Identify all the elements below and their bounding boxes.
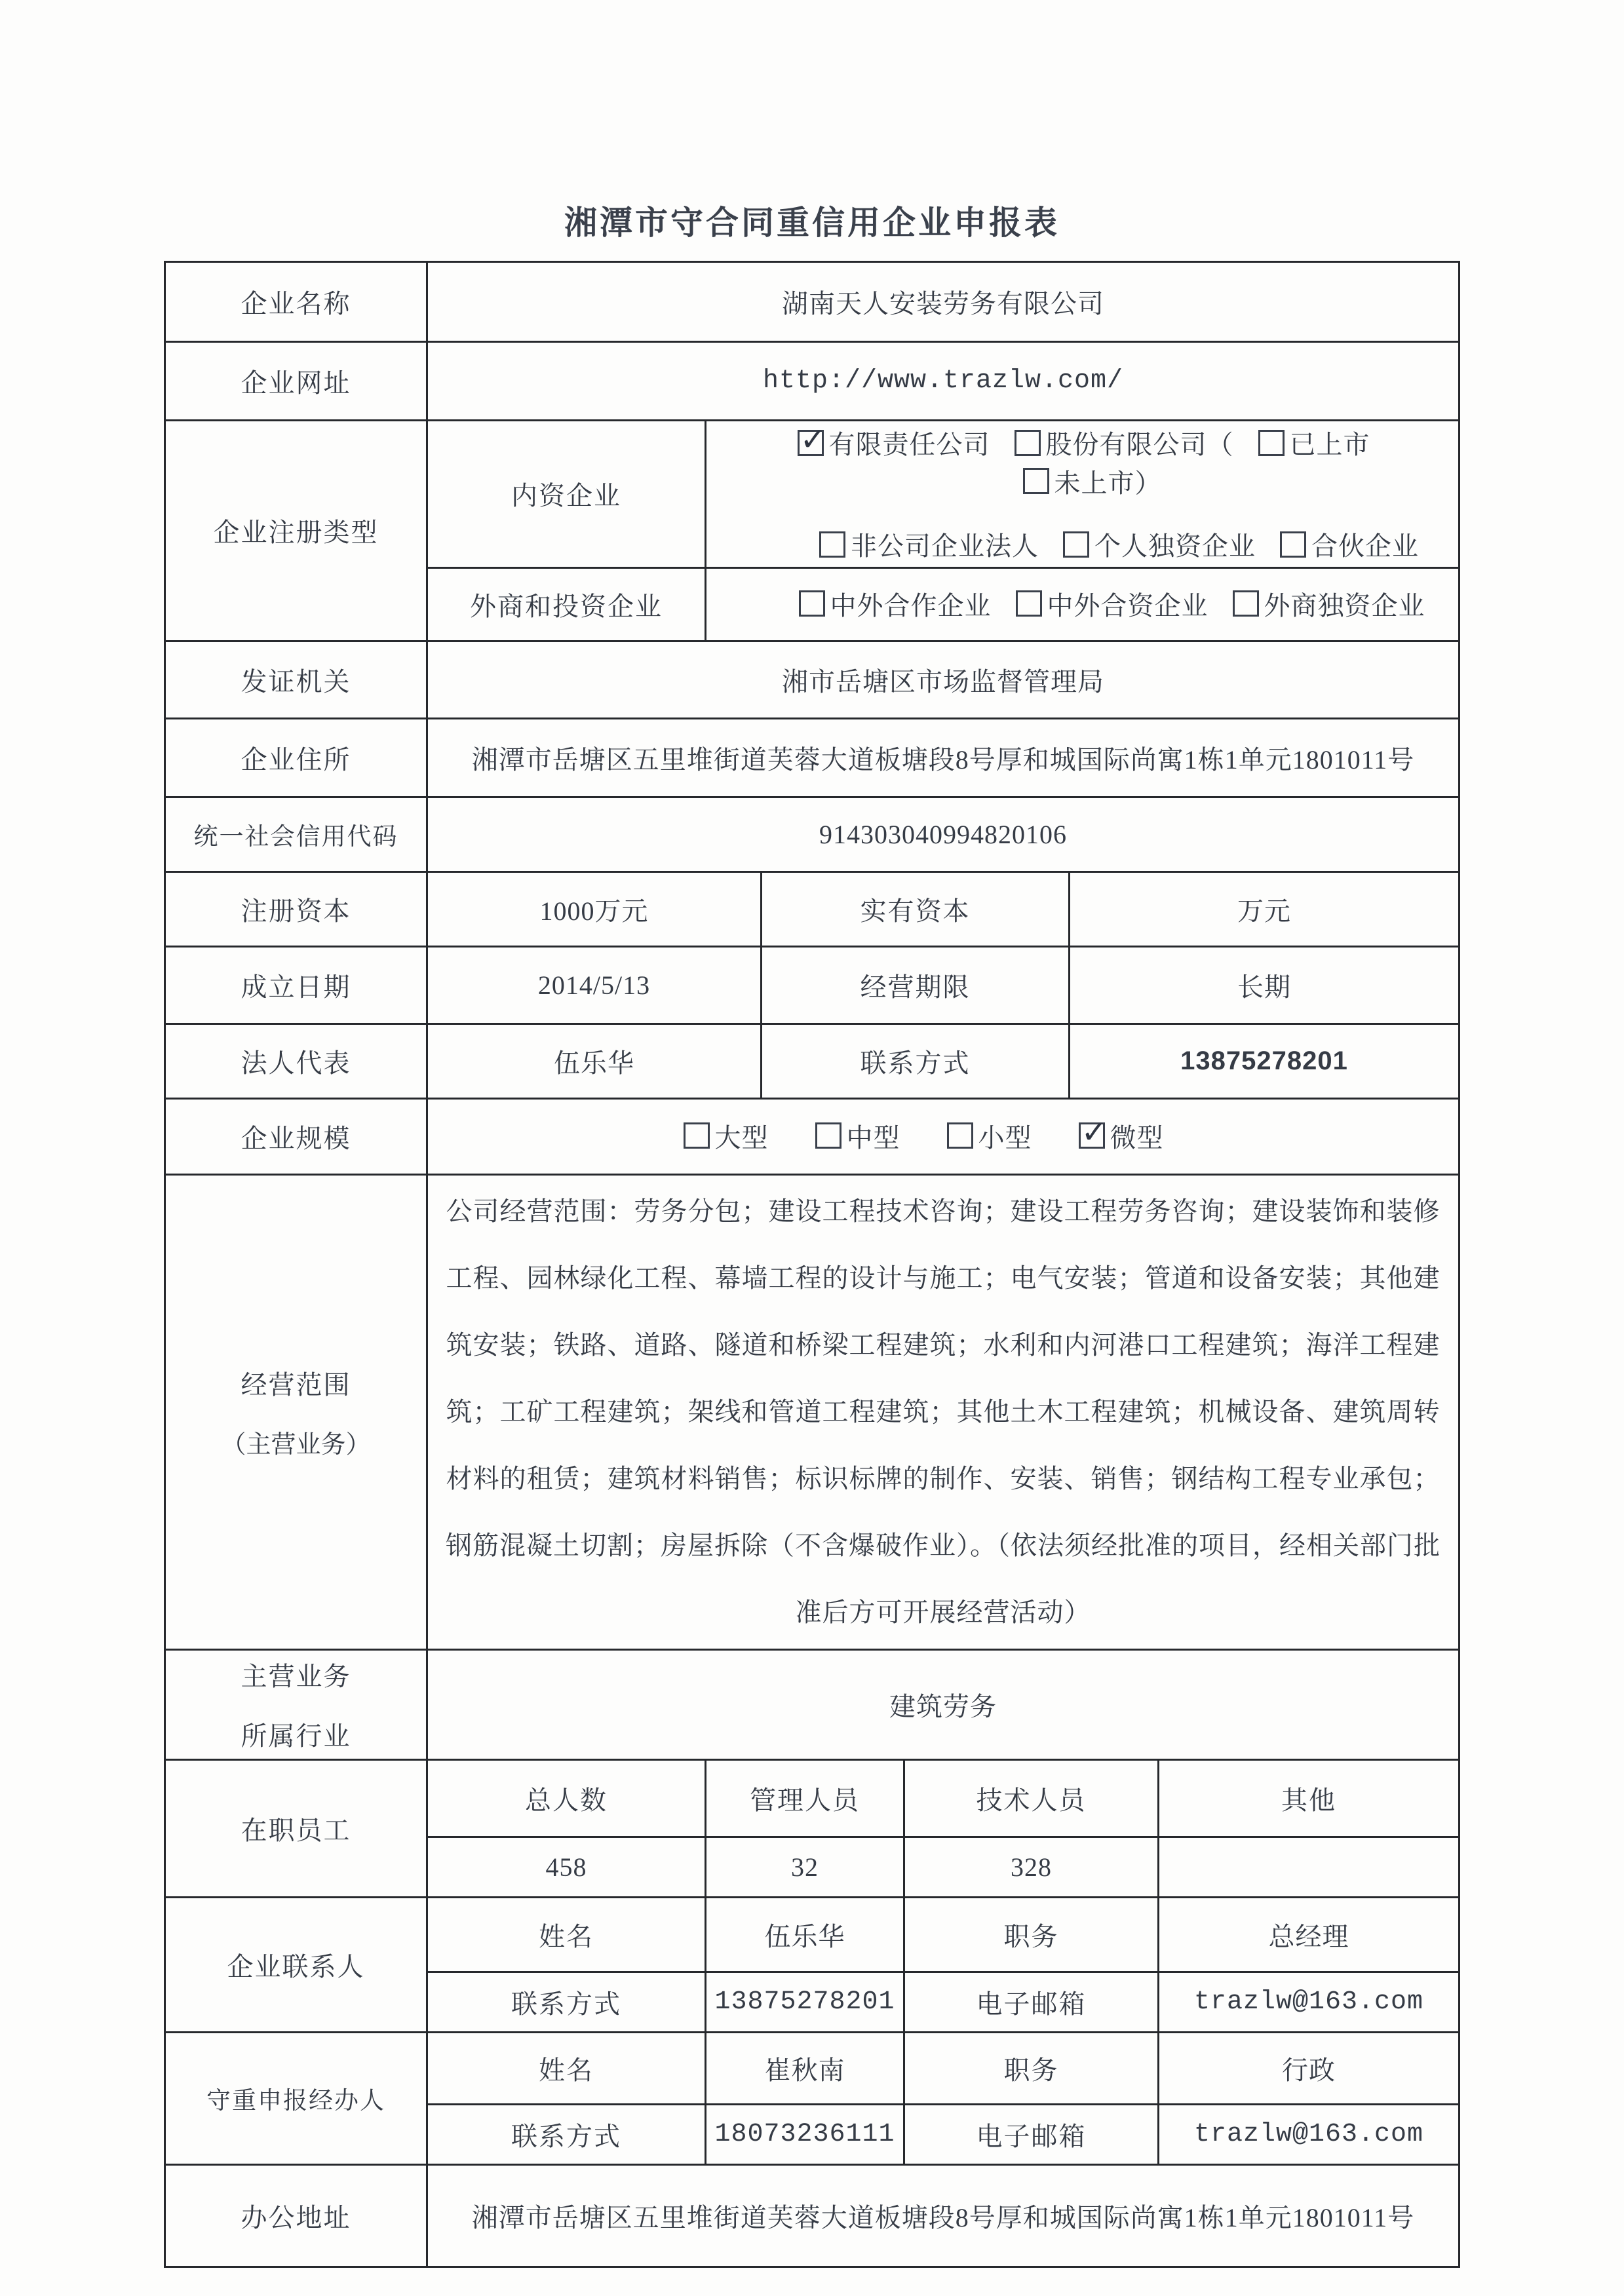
paid-capital-label: 实有资本 [761, 871, 1069, 946]
company-contact-post-value: 总经理 [1158, 1897, 1459, 1972]
applicant-name-value: 崔秋南 [705, 2032, 904, 2104]
credit-code-value: 914303040994820106 [427, 797, 1459, 871]
applicant-name-label: 姓名 [427, 2032, 705, 2104]
industry-label-line2: 所属行业 [241, 1721, 351, 1751]
employees-header-other: 其他 [1158, 1759, 1459, 1837]
empty-checkbox-icon [684, 1122, 710, 1149]
industry-value: 建筑劳务 [427, 1649, 1459, 1759]
row-applicant-name [164, 2032, 1459, 2104]
company-contact-name-label: 姓名 [427, 1897, 705, 1972]
domestic-enterprise-label: 内资企业 [427, 421, 705, 568]
foreign-enterprise-options [705, 567, 1459, 641]
applicant-post-value: 行政 [1158, 2032, 1459, 2104]
row-industry [164, 1649, 1459, 1759]
employees-label: 在职员工 [164, 1759, 427, 1897]
checkbox-label: 外商独资企业 [1264, 590, 1425, 621]
employees-header-total: 总人数 [427, 1759, 705, 1837]
checkbox-label: 中型 [846, 1122, 900, 1153]
checkbox-label: 中外合作企业 [830, 590, 992, 621]
empty-checkbox-icon [1258, 430, 1285, 456]
checkbox-unlisted [1023, 463, 1162, 500]
company-contact-email-value: trazlw@163.com [1158, 1972, 1459, 2032]
checkbox-sino-foreign-cooperative [799, 585, 992, 622]
business-scope-label-line1: 经营范围 [241, 1369, 351, 1400]
employees-total-value: 458 [427, 1837, 705, 1897]
row-company-contact-name [164, 1897, 1459, 1972]
empty-checkbox-icon [1063, 531, 1089, 558]
checkbox-partnership [1280, 526, 1419, 563]
row-website [164, 342, 1459, 421]
checkbox-limited-liability-company [798, 424, 990, 461]
checkbox-label: 微型 [1110, 1122, 1164, 1153]
empty-checkbox-icon [1016, 590, 1042, 617]
company-contact-name-value: 伍乐华 [705, 1897, 904, 1972]
checkbox-label: 有限责任公司 [828, 430, 990, 459]
company-address-value: 湘潭市岳塘区五里堆街道芙蓉大道板塘段8号厚和城国际尚寓1栋1单元1801011号 [427, 718, 1459, 797]
row-legal-representative [164, 1024, 1459, 1098]
founding-date-value: 2014/5/13 [427, 946, 761, 1024]
office-address-value: 湘潭市岳塘区五里堆街道芙蓉大道板塘段8号厚和城国际尚寓1栋1单元1801011号 [427, 2164, 1459, 2267]
founding-date-label: 成立日期 [164, 946, 427, 1024]
applicant-email-label: 电子邮箱 [904, 2104, 1158, 2164]
checkbox-label: 非公司企业法人 [851, 531, 1039, 561]
registration-type-label: 企业注册类型 [164, 421, 427, 641]
applicant-phone-label: 联系方式 [427, 2104, 705, 2164]
row-company-name [164, 262, 1459, 342]
company-contact-email-label: 电子邮箱 [904, 1972, 1158, 2032]
registered-capital-value: 1000万元 [427, 871, 761, 946]
credit-code-label: 统一社会信用代码 [164, 797, 427, 871]
website-value: http://www.trazlw.com/ [427, 342, 1459, 421]
company-contact-post-label: 职务 [904, 1897, 1158, 1972]
empty-checkbox-icon [1233, 590, 1259, 617]
checkbox-label: 中外合资企业 [1047, 590, 1208, 621]
legal-rep-contact-value: 13875278201 [1069, 1024, 1459, 1098]
applicant-label: 守重申报经办人 [164, 2032, 427, 2164]
employees-header-management: 管理人员 [705, 1759, 904, 1837]
empty-checkbox-icon [947, 1122, 973, 1149]
company-contact-phone-label: 联系方式 [427, 1972, 705, 2032]
company-name-value: 湖南天人安装劳务有限公司 [427, 262, 1459, 342]
employees-technical-value: 328 [904, 1837, 1158, 1897]
business-term-label: 经营期限 [761, 946, 1069, 1024]
employees-management-value: 32 [705, 1837, 904, 1897]
checkbox-label: 大型 [714, 1122, 769, 1153]
industry-label-line1: 主营业务 [241, 1662, 351, 1691]
row-company-scale [164, 1098, 1459, 1174]
foreign-options-line [713, 585, 1452, 624]
applicant-email-value: trazlw@163.com [1158, 2104, 1459, 2164]
row-registration-type-domestic [164, 421, 1459, 568]
row-office-address [164, 2164, 1459, 2267]
company-scale-options [427, 1098, 1459, 1174]
company-address-label: 企业住所 [164, 718, 427, 797]
paid-capital-value: 万元 [1069, 871, 1459, 946]
applicant-post-label: 职务 [904, 2032, 1158, 2104]
domestic-options-line1 [713, 424, 1452, 501]
business-scope-text: 公司经营范围：劳务分包；建设工程技术咨询；建设工程劳务咨询；建设装饰和装修工程、园林绿化工程、幕墙工程的设计与施工；电气安装；管道和设备安装；其他建筑安装；铁路、道路、隧道和桥梁工程建筑；水利和内河港口工程建筑；海洋工程建筑；工矿工程建筑；架线和管道工程建筑；其他土木工程建筑；机械设备、建筑周转材料的租赁；建筑材料销售；标识标牌的制作、安装、销售；钢结构工程专业承包；钢筋混凝土切割；房屋拆除（不含爆破作业）。（依法须经批准的项目，经相关部门批准后方可开展经营活动） [446, 1196, 1440, 1627]
employees-other-value [1158, 1837, 1459, 1897]
company-scale-label: 企业规模 [164, 1098, 427, 1174]
scale-options-line [435, 1117, 1452, 1156]
checkbox-sole-proprietorship [1063, 526, 1256, 563]
registered-capital-label: 注册资本 [164, 871, 427, 946]
checkbox-label: 合伙企业 [1311, 531, 1419, 561]
website-label: 企业网址 [164, 342, 427, 421]
row-issuing-authority [164, 641, 1459, 718]
checkbox-non-company-legal-person [819, 526, 1039, 563]
row-employees-header [164, 1759, 1459, 1837]
employees-header-technical: 技术人员 [904, 1759, 1158, 1837]
empty-checkbox-icon [819, 531, 845, 558]
checked-checkbox-icon [1079, 1122, 1105, 1149]
checkbox-label: 小型 [978, 1122, 1032, 1153]
checkbox-medium [815, 1117, 900, 1155]
row-capital [164, 871, 1459, 946]
checkbox-label: 未上市） [1054, 468, 1162, 498]
office-address-label: 办公地址 [164, 2164, 427, 2267]
checkbox-listed [1258, 424, 1370, 461]
checkbox-label: 已上市 [1289, 430, 1370, 459]
legal-rep-contact-label: 联系方式 [761, 1024, 1069, 1098]
issuing-authority-value: 湘市岳塘区市场监督管理局 [427, 641, 1459, 718]
row-founding-date [164, 946, 1459, 1024]
empty-checkbox-icon [815, 1122, 841, 1149]
business-term-value: 长期 [1069, 946, 1459, 1024]
foreign-enterprise-label: 外商和投资企业 [427, 567, 705, 641]
business-scope-label [164, 1174, 427, 1649]
legal-rep-label: 法人代表 [164, 1024, 427, 1098]
row-business-scope [164, 1174, 1459, 1649]
business-scope-value [427, 1174, 1459, 1649]
industry-label [164, 1649, 427, 1759]
row-company-address [164, 718, 1459, 797]
page-title: 湘潭市守合同重信用企业申报表 [564, 204, 1060, 241]
empty-checkbox-icon [799, 590, 825, 617]
row-credit-code [164, 797, 1459, 871]
checkbox-label: 个人独资企业 [1094, 531, 1256, 561]
company-contact-label: 企业联系人 [164, 1897, 427, 2032]
checkbox-joint-stock-company [1015, 424, 1234, 461]
checkbox-label: 股份有限公司（ [1045, 430, 1234, 459]
applicant-phone-value: 18073236111 [705, 2104, 904, 2164]
legal-rep-value: 伍乐华 [427, 1024, 761, 1098]
empty-checkbox-icon [1015, 430, 1041, 456]
issuing-authority-label: 发证机关 [164, 641, 427, 718]
declaration-form-table [164, 261, 1460, 2268]
empty-checkbox-icon [1280, 531, 1306, 558]
checkbox-wholly-foreign-owned [1233, 585, 1425, 622]
checkbox-large [684, 1117, 769, 1155]
domestic-enterprise-options [705, 421, 1459, 568]
checkbox-micro [1079, 1117, 1164, 1155]
domestic-options-line2 [713, 526, 1452, 564]
company-contact-phone-value: 13875278201 [705, 1972, 904, 2032]
checkbox-sino-foreign-joint-venture [1016, 585, 1208, 622]
empty-checkbox-icon [1023, 468, 1049, 494]
company-name-label: 企业名称 [164, 262, 427, 342]
business-scope-label-line2: （主营业务） [221, 1430, 371, 1459]
checkbox-small [947, 1117, 1032, 1155]
checked-checkbox-icon [798, 430, 824, 456]
